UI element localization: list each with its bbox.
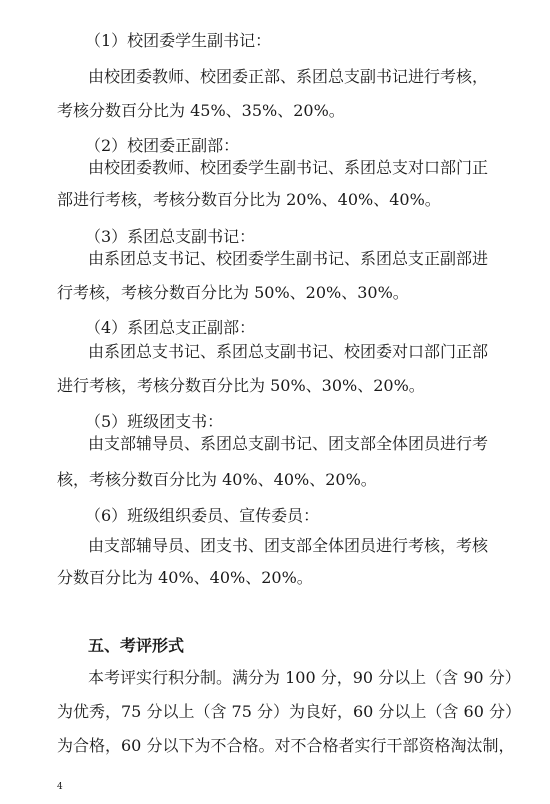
item-6-line-1: 由支部辅导员、团支书、团支部全体团员进行考核，考核 — [88, 536, 489, 555]
section-line-2: 为优秀，75 分以上（含 75 分）为良好，60 分以上（含 60 分） — [57, 702, 521, 721]
section-line-3: 为合格，60 分以下为不合格。对不合格者实行干部资格淘汰制， — [57, 736, 515, 755]
item-3-heading: （3）系团总支副书记： — [85, 227, 256, 246]
page-number: 4 — [57, 782, 63, 792]
item-6-heading: （6）班级组织委员、宣传委员： — [85, 506, 320, 525]
item-2-line-1: 由校团委教师、校团委学生副书记、系团总支对口部门正 — [88, 158, 489, 177]
item-3-line-2: 行考核，考核分数百分比为 50%、20%、30%。 — [57, 283, 409, 302]
item-4-heading: （4）系团总支正副部： — [85, 318, 256, 337]
item-6-line-2: 分数百分比为 40%、40%、20%。 — [57, 568, 313, 587]
item-2-heading: （2）校团委正副部： — [85, 136, 240, 155]
item-2-line-2: 部进行考核，考核分数百分比为 20%、40%、40%。 — [57, 190, 441, 209]
section-title: 五、考评形式 — [88, 636, 185, 655]
item-4-line-1: 由系团总支书记、系团总支副书记、校团委对口部门正部 — [88, 342, 489, 361]
item-1-heading: （1）校团委学生副书记： — [85, 31, 272, 50]
item-5-heading: （5）班级团支书： — [85, 412, 224, 431]
item-5-line-2: 核，考核分数百分比为 40%、40%、20%。 — [57, 470, 377, 489]
item-1-line-2: 考核分数百分比为 45%、35%、20%。 — [57, 101, 345, 120]
item-3-line-1: 由系团总支书记、校团委学生副书记、系团总支正副部进 — [88, 249, 489, 268]
section-line-1: 本考评实行积分制。满分为 100 分，90 分以上（含 90 分） — [88, 668, 521, 687]
item-1-line-1: 由校团委教师、校团委正部、系团总支副书记进行考核， — [88, 67, 489, 86]
item-4-line-2: 进行考核，考核分数百分比为 50%、30%、20%。 — [57, 376, 425, 395]
item-5-line-1: 由支部辅导员、系团总支副书记、团支部全体团员进行考 — [88, 434, 489, 453]
